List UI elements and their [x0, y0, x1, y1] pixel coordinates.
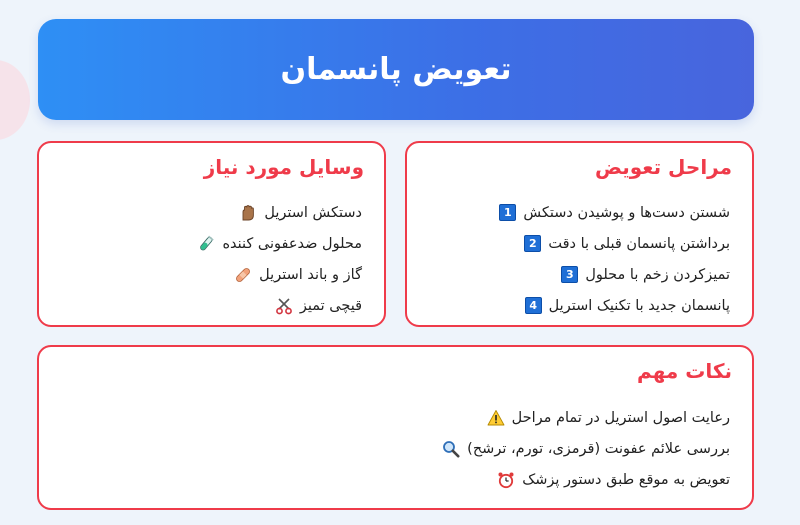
magnifier-icon	[442, 440, 460, 458]
warning-icon	[487, 409, 505, 427]
note-item	[442, 464, 730, 495]
step-number-badge: 3	[561, 266, 578, 283]
notes-title: نکات مهم	[637, 359, 732, 383]
test-tube-icon	[197, 235, 215, 253]
note-item	[442, 433, 730, 464]
tools-list	[197, 197, 362, 321]
step-item	[499, 197, 730, 228]
steps-card	[405, 141, 754, 327]
note-text: بررسی علائم عفونت (قرمزی، تورم، ترشح)	[467, 440, 730, 457]
decorative-blob	[0, 60, 30, 140]
tool-text: قیچی تمیز	[299, 297, 362, 314]
step-item	[499, 228, 730, 259]
tools-card	[37, 141, 386, 327]
tool-item	[197, 259, 362, 290]
scissors-icon	[275, 297, 293, 315]
step-text: شستن دست‌ها و پوشیدن دستکش	[523, 204, 730, 221]
tool-text: دستکش استریل	[264, 204, 362, 221]
note-text: رعایت اصول استریل در تمام مراحل	[511, 409, 730, 426]
step-text: پانسمان جدید با تکنیک استریل	[548, 297, 730, 314]
tools-title: وسایل مورد نیاز	[203, 155, 364, 179]
tool-item	[197, 197, 362, 228]
step-text: تمیزکردن زخم با محلول	[585, 266, 730, 283]
step-text: برداشتن پانسمان قبلی با دقت	[548, 235, 730, 252]
alarm-clock-icon	[497, 471, 515, 489]
step-number-badge: 2	[524, 235, 541, 252]
note-text: تعویض به موقع طبق دستور پزشک	[522, 471, 730, 488]
tool-item	[197, 228, 362, 259]
bandage-icon	[234, 266, 252, 284]
steps-title: مراحل تعویض	[594, 155, 732, 179]
header-banner	[38, 19, 754, 120]
tool-text: گاز و باند استریل	[259, 266, 362, 283]
page-title: تعویض پانسمان	[280, 52, 512, 87]
step-number-badge: 1	[499, 204, 516, 221]
tool-text: محلول ضدعفونی کننده	[222, 235, 362, 252]
note-item	[442, 402, 730, 433]
tool-item	[197, 290, 362, 321]
step-item	[499, 259, 730, 290]
glove-icon	[239, 204, 257, 222]
step-item	[499, 290, 730, 321]
steps-list	[499, 197, 730, 321]
step-number-badge: 4	[525, 297, 542, 314]
notes-card	[37, 345, 754, 510]
notes-list	[442, 402, 730, 495]
